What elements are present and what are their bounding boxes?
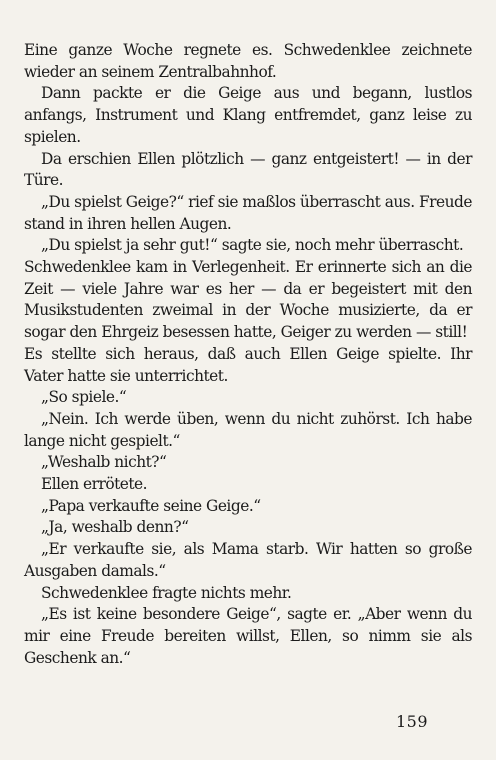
paragraph: „Ja, weshalb denn?“ [41,518,189,537]
paragraph: Schwedenklee kam in Verlegenheit. Er erinnerte sich an die Zeit — viele Jahre war es her — da er begeistert mit den Musikstudenten zweimal in der Woche musizierte, da er sogar den Ehrgeiz besessen hatte, Geiger zu werden — still! [24,258,472,342]
paragraph: „Papa verkaufte seine Geige.“ [41,496,261,515]
paragraph: Eine ganze Woche regnete es. Schwedenklee zeichnete wieder an seinem Zentralbahnhof. [24,41,472,81]
paragraph: Da erschien Ellen plötzlich — ganz entgeistert! — in der Türe. [24,149,472,190]
paragraph: „Du spielst Geige?“ rief sie maßlos überrascht aus. Freude stand in ihren hellen Augen. [24,192,472,233]
paragraph: Es stellte sich heraus, daß auch Ellen Geige spielte. Ihr Vater hatte sie unterrichtet. [24,344,472,385]
paragraph: „Er verkaufte sie, als Mama starb. Wir hatten so große Ausgaben damals.“ [24,540,472,580]
paragraph: „Es ist keine besondere Geige“, sagte er. „Aber wenn du mir eine Freude bereiten willst, Ellen, so nimm sie als Geschenk an.“ [24,605,472,667]
paragraph: „Weshalb nicht?“ [41,453,167,472]
paragraph: Dann packte er die Geige aus und begann, lustlos anfangs, Instrument und Klang entfremdet, ganz leise zu spielen. [24,84,472,146]
paragraph: „Nein. Ich werde üben, wenn du nicht zuhörst. Ich habe lange nicht gespielt.“ [24,409,472,450]
paragraph: Ellen errötete. [41,475,148,494]
paragraph: „Du spielst ja sehr gut!“ sagte sie, noch mehr überrascht. [41,236,464,255]
body-text [24,40,472,669]
page-number: 159 [396,712,429,731]
paragraph: Schwedenklee fragte nichts mehr. [41,583,292,602]
paragraph: „So spiele.“ [41,388,127,407]
